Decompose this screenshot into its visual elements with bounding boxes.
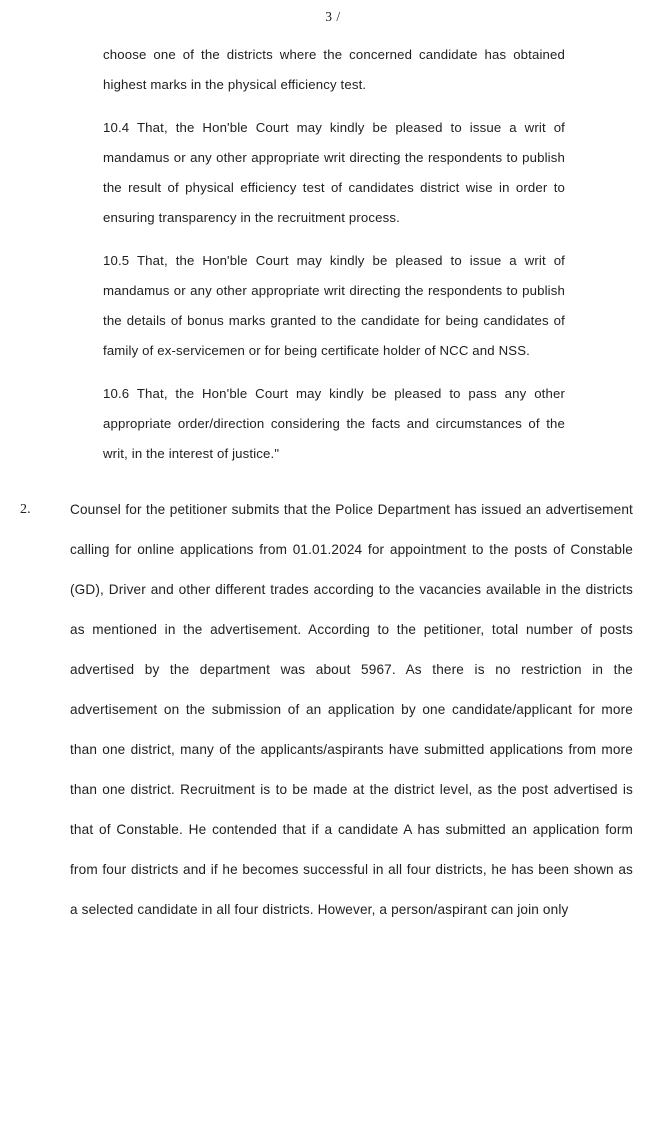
quote-paragraph-10-4: 10.4 That, the Hon'ble Court may kindly be pleased to issue a writ of mandamus or any other appropriate writ directing the respondents to publish the result of physical efficiency test of candidates district wise in order to ensuring transparency in the recruitment process. — [103, 120, 565, 225]
page-number: 3 / — [325, 9, 341, 24]
paragraph-body-text: Counsel for the petitioner submits that the Police Department has issued an advertisement calling for online applications from 01.01.2024 for appointment to the posts of Constable (GD), Driver and other different trades according to the vacancies available in the districts as mentioned in the advertisement. According to the petitioner, total number of posts advertised by the department was about 5967. As there is no restriction in the advertisement on the submission of an application by one candidate/applicant for more than one district, many of the applicants/aspirants have submitted applications from more than one district. Recruitment is to be made at the district level, as the post advertised is that of Constable. He contended that if a candidate A has submitted an application form from four districts and if he becomes successful in all four districts, he has been shown as a selected candidate in all four districts. However, a person/aspirant can join only — [70, 502, 633, 917]
paragraph-number-marker: 2. — [20, 502, 31, 517]
page-header — [0, 8, 666, 26]
quoted-prayer-block — [103, 40, 565, 469]
numbered-paragraph-2 — [20, 490, 633, 930]
quote-paragraph-continuation: choose one of the districts where the concerned candidate has obtained highest marks in the physical efficiency test. — [103, 47, 565, 92]
quote-paragraph-10-5: 10.5 That, the Hon'ble Court may kindly be pleased to issue a writ of mandamus or any other appropriate writ directing the respondents to publish the details of bonus marks granted to the candidate for being candidates of family of ex-servicemen or for being certificate holder of NCC and NSS. — [103, 253, 565, 358]
quote-paragraph-10-6: 10.6 That, the Hon'ble Court may kindly be pleased to pass any other appropriate order/direction considering the facts and circumstances of the writ, in the interest of justice." — [103, 386, 565, 461]
document-body — [0, 40, 666, 930]
